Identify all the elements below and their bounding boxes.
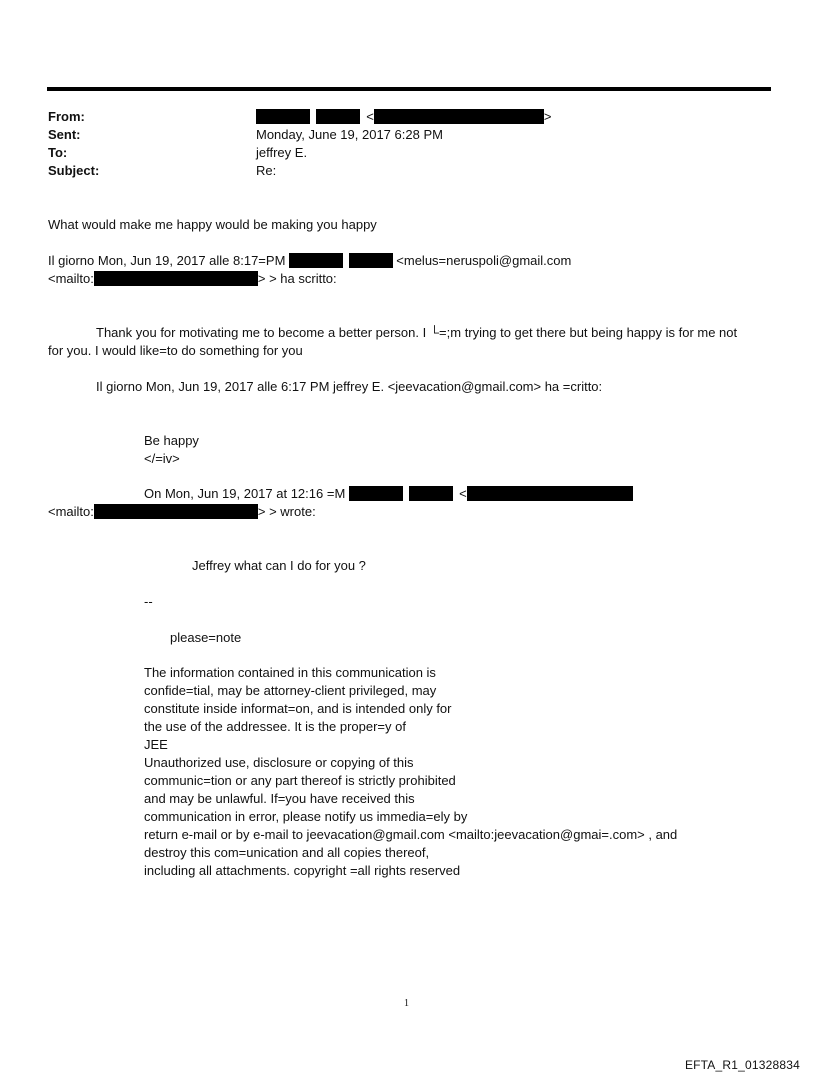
from-value: [256, 109, 551, 125]
please-note: please=note: [170, 630, 242, 645]
quote3-lt: <: [459, 486, 467, 501]
quote3-suffix: > > wrote:: [257, 504, 316, 519]
redaction-block: [374, 109, 544, 124]
quote1-line: [48, 253, 571, 269]
redaction-block: [467, 486, 633, 501]
disclaimer-line: and may be unlawful. If=you have received this: [144, 791, 415, 806]
question-line: Jeffrey what can I do for you ?: [192, 558, 366, 573]
redaction-block: [409, 486, 453, 501]
para1-line2: for you. I would like=to do something for you: [48, 343, 303, 358]
redaction-block: [316, 109, 360, 124]
quote2-line: Il giorno Mon, Jun 19, 2017 alle 6:17 PM jeffrey E. <jeevacation@gmail.com> ha =critto:: [96, 379, 603, 394]
to-label: To:: [48, 145, 68, 160]
sent-value: Monday, June 19, 2017 6:28 PM: [256, 127, 443, 142]
quote1-suffix: > > ha scritto:: [257, 271, 337, 286]
disclaimer-line: confide=tial, may be attorney-client privileged, may: [144, 683, 437, 698]
subject-label: Subject:: [48, 163, 100, 178]
quote1-prefix: Il giorno Mon, Jun 19, 2017 alle 8:17=PM: [48, 253, 286, 268]
quote1-mailto-line: [48, 271, 337, 287]
redaction-block: [289, 253, 343, 268]
to-value: jeffrey E.: [256, 145, 308, 160]
redaction-block: [349, 253, 393, 268]
reply-line: What would make me happy would be making you happy: [48, 217, 377, 232]
redaction-block: [94, 271, 258, 286]
disclaimer-line: JEE: [144, 737, 168, 752]
mailto-prefix: <mailto:: [48, 504, 94, 519]
disclaimer-line: constitute inside informat=on, and is intended only for: [144, 701, 452, 716]
disclaimer-line: The information contained in this communication is: [144, 665, 436, 680]
quote3-mailto-line: [48, 504, 316, 520]
redaction-block: [256, 109, 310, 124]
from-lt: <: [366, 109, 374, 124]
disclaimer-line: return e-mail or by e-mail to jeevacation@gmail.com <mailto:jeevacation@gmai=.com> , and: [144, 827, 678, 842]
disclaimer-line: including all attachments. copyright =all rights reserved: [144, 863, 461, 878]
div-close: </=iv>: [144, 451, 180, 466]
disclaimer: [144, 665, 677, 881]
para1-line1: Thank you for motivating me to become a better person. I └=;m trying to get there but being happy is for me not: [96, 325, 738, 340]
disclaimer-line: the use of the addressee. It is the proper=y of: [144, 719, 406, 734]
disclaimer-line: communic=tion or any part thereof is strictly prohibited: [144, 773, 456, 788]
subject-value: Re:: [256, 163, 277, 178]
redaction-block: [349, 486, 403, 501]
quote3-prefix: On Mon, Jun 19, 2017 at 12:16 =M: [144, 486, 346, 501]
disclaimer-line: destroy this com=unication and all copies thereof,: [144, 845, 430, 860]
quote3-line: [144, 486, 633, 502]
quote1-email: <melus=neruspoli@gmail.com: [396, 253, 572, 268]
bates-number: EFTA_R1_01328834: [684, 1058, 800, 1072]
page-number: 1: [404, 998, 409, 1009]
sent-label: Sent:: [48, 127, 81, 142]
disclaimer-line: Unauthorized use, disclosure or copying of this: [144, 755, 414, 770]
header-rule: [47, 87, 771, 91]
disclaimer-line: communication in error, please notify us immedia=ely by: [144, 809, 468, 824]
be-happy: Be happy: [144, 433, 199, 448]
redaction-block: [94, 504, 258, 519]
from-gt: >: [543, 109, 552, 124]
mailto-prefix: <mailto:: [48, 271, 94, 286]
from-label: From:: [48, 109, 85, 124]
signature-separator: --: [144, 594, 153, 609]
